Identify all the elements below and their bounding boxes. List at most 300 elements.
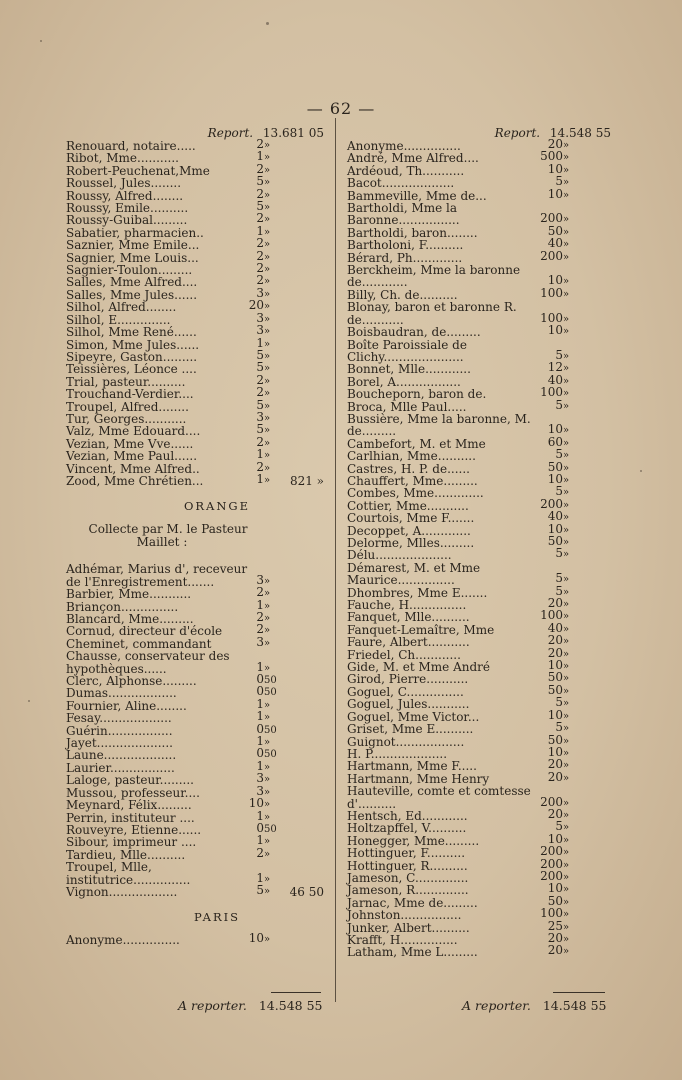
donation-cents: » [563, 152, 570, 164]
donation-francs: 10 [547, 273, 563, 288]
donor-name: Roussy, Emile.......... [66, 201, 189, 216]
donation-cents: » [563, 648, 570, 660]
donation-francs: 100 [540, 310, 563, 325]
paper-speck [266, 22, 269, 25]
carry-out-amount: 14.548 55 [258, 998, 323, 1013]
donor-name: Salles, Mme Alfred.... [66, 275, 198, 290]
donation-amount [539, 250, 575, 264]
donation-francs: 2 [256, 585, 264, 600]
donation-cents: » [563, 214, 570, 226]
donation-francs: 60 [547, 434, 563, 449]
donor-name: Roussy, Alfred........ [66, 188, 184, 203]
donation-francs: 40 [547, 236, 563, 251]
donation-francs: 1 [256, 758, 264, 773]
donation-cents: » [563, 450, 570, 462]
donation-francs: 100 [540, 906, 563, 921]
donation-cents: » [563, 288, 570, 300]
donor-entry [66, 746, 328, 763]
donation-francs: 5 [256, 199, 264, 214]
donation-cents: » [264, 288, 271, 300]
donation-cents: » [264, 737, 271, 749]
donation-cents: 50 [264, 823, 277, 835]
donation-cents: » [563, 313, 570, 325]
donation-cents: » [563, 239, 570, 251]
donation-francs: 50 [547, 732, 563, 747]
donor-name: Renouard, notaire..... [66, 139, 196, 153]
donor-name: Laurier................. [66, 760, 175, 775]
donor-name: Friedel, Ch............ [347, 647, 461, 662]
donor-name: Démarest, M. et Mme Maurice............... [347, 560, 481, 588]
group-subtotal: 821 » [289, 473, 324, 488]
donor-name: Roussel, Jules........ [66, 176, 182, 191]
donor-name: Dhombres, Mme E....... [347, 585, 488, 600]
donor-name: Fanquet, Mlle.......... [347, 610, 470, 625]
donation-francs: 3 [256, 634, 264, 649]
donor-name: Bammeville, Mme de... [347, 188, 487, 203]
donation-cents: » [563, 425, 570, 437]
donor-name: Sibour, imprimeur .... [66, 835, 197, 850]
donation-francs: 1 [256, 597, 264, 612]
donation-francs: 2 [256, 845, 264, 860]
donor-name: Sagnier, Mme Louis... [66, 250, 199, 265]
donor-name: Cheminet, commandant [66, 636, 212, 651]
donation-cents: » [264, 474, 271, 486]
donor-name: Hauteville, comte et comtesse d'.......... [347, 784, 531, 811]
donor-entry [66, 861, 328, 886]
donation-cents: » [563, 834, 570, 846]
donation-cents: » [563, 586, 570, 598]
donor-name: Broca, Mlle Paul..... [347, 399, 467, 414]
donation-francs: 3 [256, 323, 264, 338]
donor-name: Sipeyre, Gaston......... [66, 349, 198, 364]
donation-cents: » [563, 350, 570, 362]
donation-francs: 10 [547, 707, 563, 722]
donor-entry [66, 684, 328, 701]
donation-francs: 5 [555, 347, 563, 362]
donor-entry [66, 471, 328, 488]
donor-entry [66, 585, 328, 602]
donor-name: Vezian, Mme Vve...... [66, 436, 194, 451]
donation-cents: » [264, 350, 271, 362]
donor-name: Gide, M. et Mme André [347, 660, 490, 675]
donation-cents: » [264, 873, 271, 885]
donation-cents: » [264, 313, 271, 325]
donor-name: Cornud, directeur d'école [66, 624, 223, 639]
donation-cents: » [563, 934, 570, 945]
donation-cents: » [264, 425, 271, 437]
section-heading-orange: ORANGE [183, 499, 251, 514]
donation-cents: » [264, 637, 271, 649]
donation-cents: » [264, 152, 271, 164]
carry-out-left [178, 998, 322, 1013]
collection-intro: Collecte par M. le Pasteur Maillet : [88, 522, 248, 550]
donation-cents: » [563, 797, 570, 809]
donation-cents: » [563, 177, 570, 189]
donor-name: Honegger, Mme......... [347, 833, 480, 848]
donor-name: Goguel, Jules........... [347, 697, 470, 712]
donor-entry [66, 796, 328, 813]
donation-amount [539, 287, 575, 301]
donor-name: Salles, Mme Jules...... [66, 287, 198, 302]
donor-name: Boîte Paroissiale de Clichy..................... [347, 337, 467, 364]
donation-francs: 20 [547, 645, 563, 660]
donation-francs: 20 [547, 943, 563, 958]
donation-amount [539, 399, 575, 413]
donor-name: Griset, Mme E.......... [347, 722, 474, 737]
donation-cents: » [563, 772, 570, 784]
donation-francs: 2 [256, 137, 264, 151]
donation-cents: » [264, 437, 271, 449]
donor-entry [66, 323, 328, 340]
donation-cents: » [264, 848, 271, 860]
donation-francs: 200 [540, 496, 563, 511]
donation-francs: 12 [547, 360, 563, 375]
donor-name: Berckheim, Mme la baronne de............ [347, 263, 521, 290]
donation-amount [240, 884, 276, 898]
donor-entry [347, 785, 615, 810]
donation-francs: 1 [256, 870, 264, 885]
donor-entry [66, 174, 328, 191]
donation-francs: 2 [256, 236, 264, 251]
donation-cents: 50 [264, 724, 277, 736]
donation-cents: » [563, 884, 570, 896]
donation-francs: 10 [547, 161, 563, 176]
donor-entry [347, 264, 615, 289]
donor-name: Faure, Albert........... [347, 635, 470, 650]
donation-cents: » [264, 761, 271, 773]
donation-cents: » [264, 140, 271, 151]
donation-cents: » [563, 400, 570, 412]
donation-francs: 1 [256, 696, 264, 711]
donation-cents: » [563, 599, 570, 611]
donor-name: Fournier, Aline........ [66, 698, 187, 713]
left-column [66, 126, 328, 947]
carry-in-label: Report. [207, 126, 254, 140]
donor-name: Rouveyre, Etienne...... [66, 822, 202, 837]
donation-francs: 200 [540, 794, 563, 809]
total-rule-left [271, 992, 321, 993]
donation-cents: » [264, 326, 271, 338]
donation-cents: » [563, 226, 570, 238]
donor-name: Bérard, Ph............. [347, 250, 463, 265]
donor-entry [347, 562, 615, 587]
donor-name: Blonay, baron et baronne R. de........... [347, 300, 517, 327]
donation-cents: » [563, 363, 570, 375]
total-rule-right [553, 992, 605, 993]
donor-name: Borel, A................. [347, 374, 461, 389]
donor-name: Vignon.................. [66, 884, 178, 899]
donation-cents: » [563, 524, 570, 536]
donation-francs: 3 [256, 285, 264, 300]
donor-name: Laune................... [66, 748, 177, 763]
donation-francs: 10 [248, 796, 264, 811]
donor-list-group2 [66, 563, 328, 898]
donation-francs: 1 [256, 833, 264, 848]
donor-entry [66, 149, 328, 166]
donation-cents: » [264, 462, 271, 474]
donation-francs: 2 [256, 248, 264, 263]
donor-entry [66, 622, 328, 639]
donation-cents: » [563, 388, 570, 400]
carry-in-amount: 13.681 05 [262, 126, 324, 140]
donation-francs: 2 [256, 385, 264, 400]
donor-name: Decoppet, A............. [347, 523, 471, 538]
carry-in-label: Report. [494, 126, 541, 140]
donor-name: Jameson, C.............. [347, 870, 469, 885]
donation-francs: 5 [555, 447, 563, 462]
donation-francs: 2 [256, 434, 264, 449]
donation-amount [539, 771, 575, 785]
donation-francs: 10 [547, 422, 563, 437]
donor-name: Hentsch, Ed............ [347, 808, 468, 823]
donor-name: Hottinguer, F.......... [347, 846, 466, 861]
donation-francs: 40 [547, 372, 563, 387]
donation-cents: » [264, 363, 271, 375]
donor-name: Meynard, Félix......... [66, 798, 192, 813]
donor-entry [347, 301, 615, 326]
donation-francs: 200 [540, 844, 563, 859]
donation-cents: » [563, 276, 570, 288]
donation-francs: 0 [256, 820, 264, 835]
donor-entry [66, 385, 328, 402]
donor-name: Guignot.................. [347, 734, 465, 749]
donation-francs: 0 [256, 672, 264, 687]
donation-cents: » [563, 735, 570, 747]
donor-name: Boisbaudran, de......... [347, 325, 481, 340]
donation-francs: 0 [256, 684, 264, 699]
donor-entry [66, 709, 328, 726]
donor-name: Bartholoni, F.......... [347, 238, 464, 253]
donor-name: Trial, pasteur.......... [66, 374, 186, 389]
donor-name: Bussière, Mme la baronne, M. de......... [347, 411, 531, 439]
donation-francs: 5 [256, 422, 264, 437]
donor-name: Jayet.................... [66, 736, 173, 751]
carry-out-label: A reporter. [178, 998, 247, 1013]
donor-entry [347, 339, 615, 364]
donor-list-group1 [66, 137, 328, 488]
donation-cents: » [264, 662, 271, 674]
donation-francs: 50 [547, 223, 563, 238]
donation-cents: » [563, 946, 570, 958]
donation-francs: 3 [256, 771, 264, 786]
donation-francs: 1 [256, 149, 264, 164]
donation-francs: 20 [547, 806, 563, 821]
donor-name: Goguel, Mme Victor... [347, 709, 480, 724]
donor-name: Délu.................... [347, 548, 452, 563]
donation-francs: 5 [256, 347, 264, 362]
donation-cents: » [563, 760, 570, 772]
donor-name: Fauche, H............... [347, 598, 467, 613]
donation-francs: 5 [555, 720, 563, 735]
donation-cents: » [264, 934, 271, 946]
donation-francs: 5 [555, 695, 563, 710]
donation-francs: 2 [256, 273, 264, 288]
donation-francs: 20 [547, 769, 563, 784]
donation-francs: 20 [547, 137, 563, 151]
donation-cents: » [563, 487, 570, 499]
donation-francs: 5 [256, 174, 264, 189]
page-number: — 62 — [306, 99, 376, 118]
donation-francs: 1 [256, 471, 264, 486]
donor-name: Teissières, Léonce .... [66, 362, 197, 377]
donor-name: Ardéoud, Th........... [347, 163, 465, 178]
donor-name: Dumas.................. [66, 686, 177, 701]
donor-name: Castres, H. P. de...... [347, 461, 470, 476]
donation-francs: 0 [256, 721, 264, 736]
donation-cents: » [563, 549, 570, 561]
donation-cents: 50 [264, 687, 277, 699]
donation-cents: » [264, 699, 271, 711]
donor-entry [66, 447, 328, 464]
donation-cents: » [264, 189, 271, 201]
donation-francs: 1 [256, 808, 264, 823]
donor-name: Anonyme............... [66, 933, 180, 948]
donation-cents: » [264, 885, 271, 897]
carry-out-label: A reporter. [462, 998, 531, 1013]
donor-name: Simon, Mme Jules...... [66, 337, 200, 352]
donation-cents: » [563, 164, 570, 176]
donor-name: Fesay................... [66, 711, 172, 726]
donation-francs: 2 [256, 161, 264, 176]
donation-cents: » [264, 774, 271, 786]
donor-name: H. P.................... [347, 746, 448, 761]
donation-cents: » [264, 202, 271, 214]
donor-name: Jarnac, Mme de......... [347, 895, 478, 910]
right-column [347, 126, 615, 959]
column-divider [335, 118, 336, 1002]
donation-cents: » [563, 623, 570, 635]
donation-francs: 10 [547, 881, 563, 896]
donation-cents: » [563, 574, 570, 586]
donor-name: Holtzapffel, V.......... [347, 821, 467, 836]
donor-entry [347, 202, 615, 227]
donor-name: Boucheporn, baron de. [347, 387, 487, 402]
donor-name: Roussy-Guibal......... [66, 213, 188, 228]
donation-cents: » [563, 909, 570, 921]
donor-entry [347, 413, 615, 438]
donation-cents: » [264, 251, 271, 263]
donation-cents: » [563, 847, 570, 859]
donation-francs: 100 [540, 385, 563, 400]
donor-name: Courtois, Mme F....... [347, 511, 475, 526]
donation-cents: 50 [264, 749, 277, 761]
donation-cents: » [264, 164, 271, 176]
donation-francs: 5 [555, 397, 563, 412]
donor-name: Mussou, professeur.... [66, 785, 200, 800]
donation-francs: 50 [547, 682, 563, 697]
donation-cents: » [264, 836, 271, 848]
donation-cents: » [563, 685, 570, 697]
donation-francs: 2 [256, 610, 264, 624]
donor-list-group3 [66, 931, 328, 948]
donation-amount [240, 932, 276, 946]
donation-cents: » [264, 338, 271, 350]
donation-francs: 1 [256, 223, 264, 238]
donor-entry [66, 422, 328, 439]
donor-name: Zood, Mme Chrétien... [66, 473, 204, 488]
donation-cents: » [563, 140, 570, 151]
donor-entry [66, 931, 328, 948]
donation-francs: 2 [256, 186, 264, 201]
donor-name: Tur, Georges........... [66, 411, 187, 426]
donation-cents: » [563, 499, 570, 511]
donation-francs: 20 [547, 931, 563, 945]
carry-out-amount: 14.548 55 [542, 998, 607, 1013]
donation-cents: » [563, 512, 570, 524]
donation-cents: » [264, 276, 271, 288]
donation-cents: » [563, 809, 570, 821]
donor-name: Hartmann, Mme F..... [347, 759, 477, 774]
donation-amount [240, 636, 276, 650]
donor-name: Jameson, R.............. [347, 883, 469, 898]
donation-francs: 1 [256, 659, 264, 674]
donation-cents: » [264, 412, 271, 424]
donation-cents: » [264, 712, 271, 724]
donation-francs: 10 [547, 471, 563, 486]
donor-name: Clerc, Alphonse......... [66, 674, 197, 689]
donation-cents: » [264, 450, 271, 462]
donation-francs: 500 [540, 149, 563, 164]
donation-cents: » [563, 822, 570, 834]
donation-cents: » [563, 673, 570, 685]
donor-name: Chauffert, Mme......... [347, 473, 478, 488]
donor-name: Bartholdi, baron........ [347, 225, 478, 240]
donation-francs: 2 [256, 622, 264, 637]
donation-cents: » [264, 214, 271, 226]
donor-name: Billy, Ch. de.......... [347, 287, 458, 302]
donor-entry [66, 563, 328, 588]
donation-cents: » [264, 575, 271, 587]
donation-francs: 5 [555, 546, 563, 561]
donation-cents: » [264, 177, 271, 189]
carry-out-right [462, 998, 606, 1013]
donor-entry [66, 833, 328, 850]
donor-name: Hottinguer, R.......... [347, 858, 468, 873]
donation-amount [539, 547, 575, 561]
donation-cents: » [264, 786, 271, 798]
donation-francs: 50 [547, 670, 563, 685]
donation-francs: 10 [547, 186, 563, 201]
donation-francs: 0 [256, 746, 264, 761]
donor-name: Barbier, Mme........... [66, 587, 192, 602]
donation-francs: 200 [540, 868, 563, 883]
donor-list-right [347, 137, 615, 960]
donor-name: Silhol, Alfred........ [66, 300, 177, 315]
donor-name: Saznier, Mme Emile... [66, 238, 200, 253]
donation-cents: » [264, 264, 271, 276]
donation-cents: » [563, 462, 570, 474]
donor-name: Valz, Mme Edouard.... [66, 424, 201, 439]
donor-entry [66, 650, 328, 675]
donation-cents: » [264, 799, 271, 811]
carry-in-left [66, 126, 328, 140]
donation-francs: 5 [555, 174, 563, 189]
donation-cents: » [563, 611, 570, 623]
donation-francs: 5 [555, 571, 563, 586]
donation-francs: 200 [540, 211, 563, 226]
donation-francs: 1 [256, 447, 264, 462]
donor-name: Robert-Peuchenat,Mme [66, 163, 210, 178]
donor-name: Bonnet, Mlle............ [347, 362, 471, 377]
donation-amount [539, 324, 575, 338]
donation-francs: 20 [547, 596, 563, 611]
donor-name: Ribot, Mme........... [66, 151, 179, 166]
donation-francs: 25 [547, 918, 563, 933]
donation-cents: » [563, 537, 570, 548]
donor-entry [66, 298, 328, 315]
donation-francs: 50 [547, 459, 563, 474]
paper-speck [640, 470, 642, 472]
